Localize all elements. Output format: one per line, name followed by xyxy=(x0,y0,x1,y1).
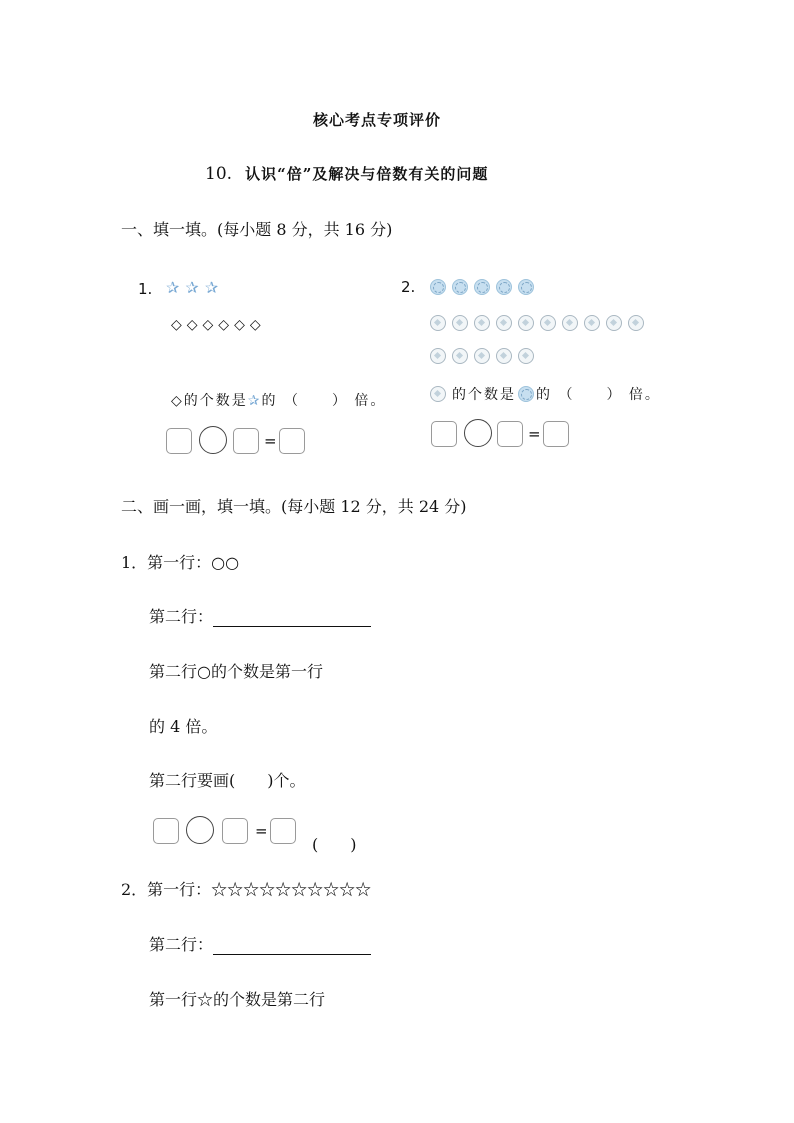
s2-q1-equals: = xyxy=(255,822,268,840)
basketball-icon xyxy=(474,279,490,295)
s2-q1-answer-box-1[interactable] xyxy=(153,818,179,844)
basketball-icon xyxy=(430,279,446,295)
subtitle-number: 10. xyxy=(205,164,233,184)
q2-answer-box-2[interactable] xyxy=(497,421,523,447)
soccer-ball-icon xyxy=(540,315,556,331)
q1-answer-box-3[interactable] xyxy=(279,428,305,454)
subtitle-text: 认识“倍”及解决与倍数有关的问题 xyxy=(245,165,489,183)
q1-diamond-row: ◇◇◇◇◇◇ xyxy=(171,317,266,333)
s2-q1-operator-circle[interactable] xyxy=(186,816,214,844)
soccer-ball-icon xyxy=(518,315,534,331)
q2-question-mid: 的个数是 xyxy=(452,387,516,403)
s2-q1-line1: 第二行○的个数是第一行 xyxy=(149,662,323,681)
soccer-ball-icon xyxy=(452,315,468,331)
soccer-ball-icon xyxy=(518,348,534,364)
q1-operator-circle[interactable] xyxy=(199,426,227,454)
soccer-ball-icon xyxy=(474,348,490,364)
s2-q1-line2: 的 4 倍。 xyxy=(149,717,218,736)
s2-q1-answer-box-2[interactable] xyxy=(222,818,248,844)
q2-answer-box-3[interactable] xyxy=(543,421,569,447)
basketball-icon xyxy=(518,386,534,402)
q2-operator-circle[interactable] xyxy=(464,419,492,447)
s2-q2-row2 xyxy=(149,932,371,955)
star-icon: ✰ xyxy=(247,393,262,409)
q2-soccer-row-2 xyxy=(430,348,534,364)
s2-q2-row2-label: 第二行： xyxy=(149,935,214,954)
soccer-ball-icon xyxy=(430,348,446,364)
q2-soccer-row-1 xyxy=(430,315,644,331)
page-subtitle xyxy=(205,163,488,184)
q1-question xyxy=(171,390,386,410)
s2-q1-row2-label: 第二行： xyxy=(149,607,214,626)
soccer-ball-icon xyxy=(474,315,490,331)
soccer-ball-icon xyxy=(606,315,622,331)
q1-question-pre: ◇的个数是 xyxy=(171,393,248,409)
soccer-ball-icon xyxy=(430,386,446,402)
q1-question-post: 的 （ ） 倍。 xyxy=(261,393,387,409)
page-title: 核心考点专项评价 xyxy=(313,111,442,129)
basketball-icon xyxy=(452,279,468,295)
s2-q2-row1: 2．第一行：☆☆☆☆☆☆☆☆☆☆ xyxy=(121,880,372,899)
q1-answer-box-2[interactable] xyxy=(233,428,259,454)
soccer-ball-icon xyxy=(584,315,600,331)
soccer-ball-icon xyxy=(496,315,512,331)
q2-answer-box-1[interactable] xyxy=(431,421,457,447)
q1-number: 1. xyxy=(138,280,153,298)
star-icon: ✰ xyxy=(204,278,219,297)
basketball-icon xyxy=(496,279,512,295)
s2-q1-row2 xyxy=(149,604,371,627)
soccer-ball-icon xyxy=(628,315,644,331)
soccer-ball-icon xyxy=(562,315,578,331)
q1-equals: = xyxy=(264,432,277,450)
q2-basketball-row xyxy=(430,279,534,295)
soccer-ball-icon xyxy=(496,348,512,364)
q2-number: 2. xyxy=(401,278,416,296)
basketball-icon xyxy=(518,279,534,295)
s2-q2-line1: 第一行☆的个数是第二行 xyxy=(149,990,326,1009)
section2-heading: 二、画一画，填一填。(每小题 12 分，共 24 分) xyxy=(121,497,467,516)
q2-question-post: 的 （ ） 倍。 xyxy=(536,387,661,403)
star-icon: ✰ xyxy=(185,278,199,297)
q1-star-row xyxy=(166,280,218,296)
star-icon: ✰ xyxy=(166,278,180,297)
q1-answer-box-1[interactable] xyxy=(166,428,192,454)
s2-q1-line3: 第二行要画( )个。 xyxy=(149,771,306,790)
s2-q1-row1: 1．第一行：○○ xyxy=(121,553,240,572)
section1-heading: 一、填一填。(每小题 8 分，共 16 分) xyxy=(121,220,393,239)
s2-q1-answer-box-3[interactable] xyxy=(270,818,296,844)
s2-q1-unit[interactable]: ( ) xyxy=(312,835,357,854)
s2-q1-answer-line[interactable] xyxy=(213,610,371,627)
q2-question xyxy=(430,384,661,404)
soccer-ball-icon xyxy=(430,315,446,331)
q2-equals: = xyxy=(528,425,541,443)
s2-q2-answer-line[interactable] xyxy=(213,938,371,955)
soccer-ball-icon xyxy=(452,348,468,364)
